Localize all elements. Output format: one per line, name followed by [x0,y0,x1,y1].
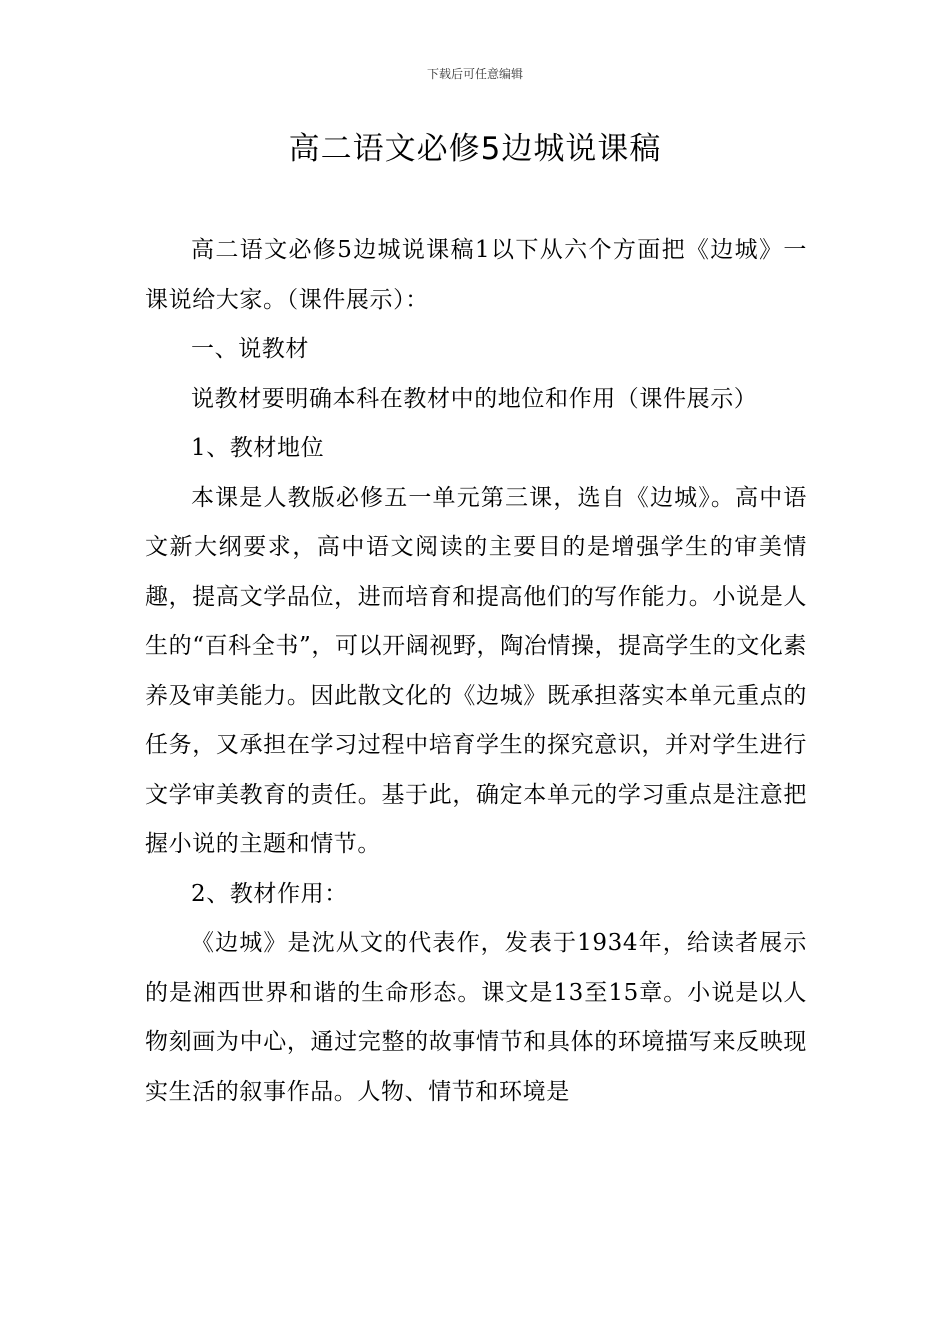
heading-section-1: 一、说教材 [191,336,309,362]
paragraph-intro: 高二语文必修5边城说课稿1以下从六个方面把《边城》一课说给大家。（课件展示）： [145,237,807,313]
paragraph-material-status: 本课是人教版必修五一单元第三课，选自《边城》。高中语文新大纲要求，高中语文阅读的主要目的是增强学生的审美情趣，提高文学品位，进而培育和提高他们的写作能力。小说是人生的“百科全书”，可以开阔视野，陶冶情操，提高学生的文化素养及审美能力。因此散文化的《边城》既承担落实本单元重点的任务，又承担在学习过程中培育学生的探究意识，并对学生进行文学审美教育的责任。基于此，确定本单元的学习重点是注意把握小说的主题和情节。 [145,484,807,857]
document-title: 高二语文必修5边城说课稿 [288,131,662,167]
paragraph-section-1-intro: 说教材要明确本科在教材中的地位和作用（课件展示） [191,385,758,412]
header-note: 下载后可任意编辑 [426,67,523,81]
heading-material-role: 2、教材作用： [191,880,348,907]
heading-material-status: 1、教材地位 [191,435,325,461]
document-body [145,226,807,1117]
paragraph-material-role: 《边城》是沈从文的代表作，发表于1934年，给读者展示的是湘西世界和谐的生命形态。课文是13至15章。小说是以人物刻画为中心，通过完整的故事情节和具体的环境描写来反映现实生活的叙事作品。人物、情节和环境是 [145,930,807,1105]
